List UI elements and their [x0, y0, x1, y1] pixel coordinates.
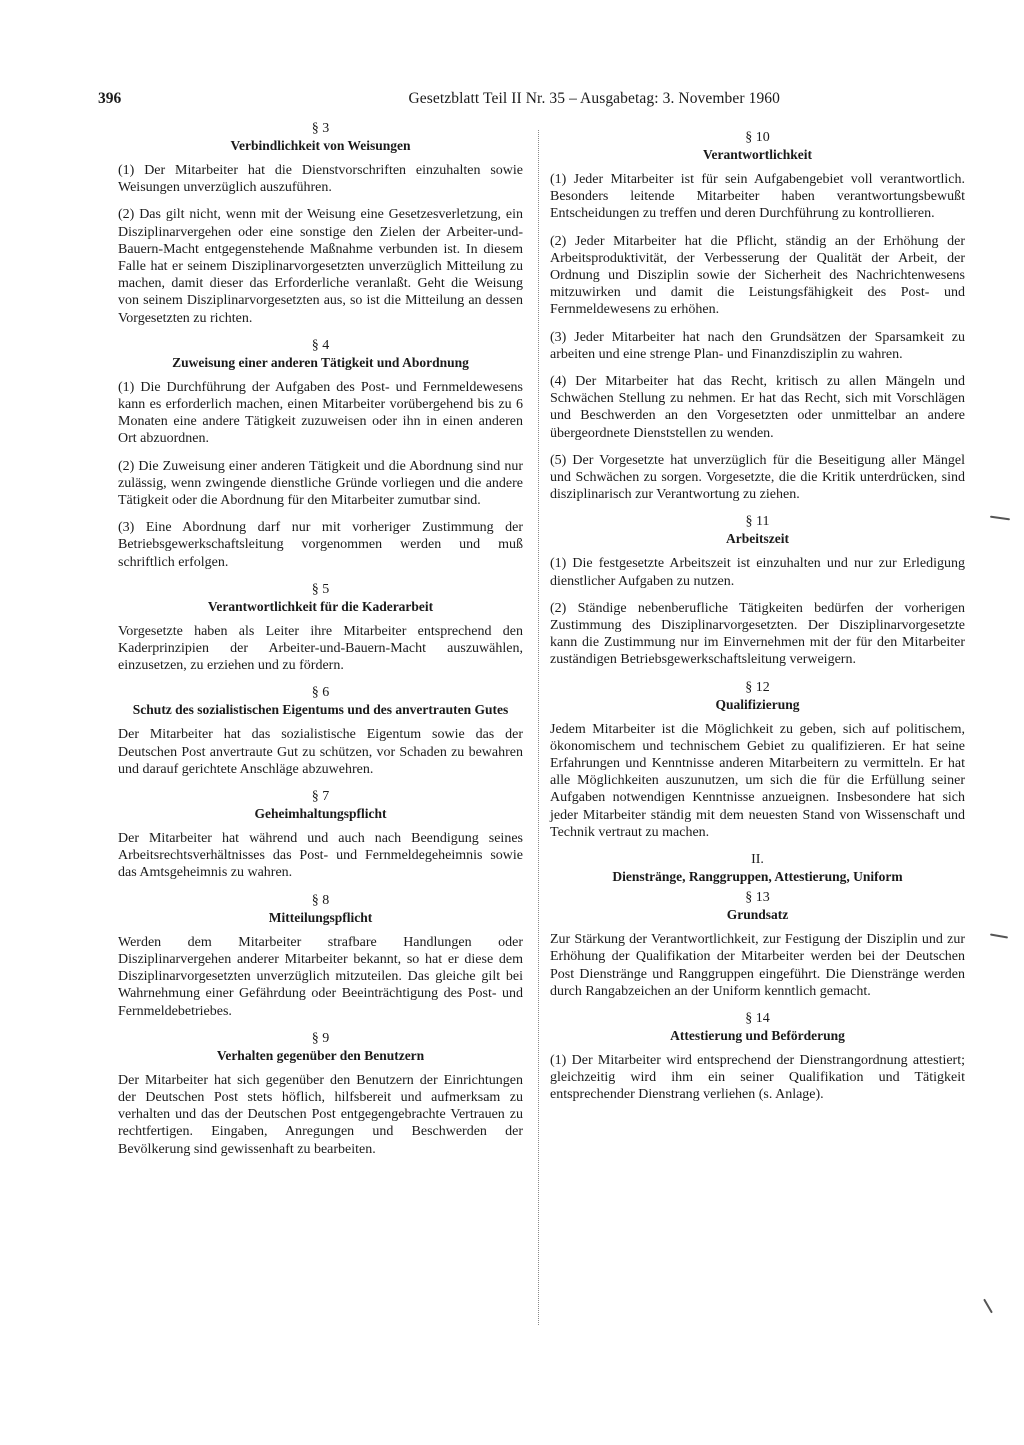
paragraph: (3) Jeder Mitarbeiter hat nach den Grundsätzen der Sparsamkeit zu arbeiten und eine strenge Plan- und Finanzdisziplin zu wahren. [550, 329, 965, 362]
section [550, 679, 965, 841]
section [118, 1030, 523, 1158]
section [118, 788, 523, 882]
section-number: § 12 [745, 679, 770, 695]
section-number: § 8 [311, 892, 330, 908]
section [118, 892, 523, 1020]
paragraph: Der Mitarbeiter hat das sozialistische Eigentum sowie das der Deutschen Post anvertraute Gut zu schützen, vor Schaden zu bewahren und darauf gerichtete Anschläge abzuwehren. [118, 727, 523, 777]
paragraph: (2) Ständige nebenberufliche Tätigkeiten bedürfen der vorherigen Zustimmung des Disziplinarvorgesetzten. Der Disziplinarvorgesetzte kann die Zustimmung nur im Einvernehmen mit der für den Mitarbeiter zuständigen Betriebsgewerkschaftsleitung verweigern. [550, 600, 965, 668]
section [550, 513, 965, 668]
section-number: § 10 [745, 130, 770, 145]
section-number: § 11 [745, 514, 770, 530]
paragraph: Werden dem Mitarbeiter strafbare Handlungen oder Disziplinarvergehen anderer Mitarbeiter bekannt, so hat er diese dem Disziplinarvorgesetzten unverzüglich mitzuteilen. Das gleiche gilt bei Wahrnehmung einer Gefährdung oder Beeinträchtigung des Post- und Fernmeldebetriebes. [118, 934, 523, 1019]
left-column [118, 120, 523, 1168]
section-title: Schutz des sozialistischen Eigentums und des anvertrauten Gutes [132, 702, 509, 718]
margin-mark [990, 933, 1008, 938]
paragraph: Zur Stärkung der Verantwortlichkeit, zur Festigung der Disziplin und zur Erhöhung der Qualifikation der Mitarbeiter werden bei der Deutschen Post Dienstränge und Ranggruppen eingeführt. Die Dienstränge werden durch Rangabzeichen an der Uniform kenntlich gemacht. [550, 932, 965, 999]
paragraph: Jedem Mitarbeiter ist die Möglichkeit zu geben, sich auf politischem, ökonomischem und technischem Gebiet zu qualifizieren. Er hat seine Erfahrungen und Kenntnisse anderen Mitarbeitern zu vermitteln. Er hat alle Möglichkeiten auszunutzen, um sich die für die Erfüllung seiner Aufgaben notwendigen Kenntnisse anzueignen. Insbesondere hat sich jeder Mitarbeiter ständig mit dem neuesten Stand von Wissenschaft und Technik vertraut zu machen. [550, 721, 965, 840]
paragraph: (1) Die festgesetzte Arbeitszeit ist einzuhalten und nur zur Erledigung dienstlicher Aufgaben zu nutzen. [550, 556, 965, 589]
section-number: § 3 [311, 121, 330, 136]
section-number: § 5 [311, 581, 330, 597]
page-header [98, 90, 780, 114]
section-title: Zuweisung einer anderen Tätigkeit und Abordnung [172, 354, 469, 370]
paragraph: (5) Der Vorgesetzte hat unverzüglich für die Beseitigung aller Mängel und Schwächen zu sorgen. Vorgesetzte, die die Kritik unterdrücken, sind disziplinarisch zur Verantwortung zu ziehen. [550, 452, 965, 503]
section-title: Verhalten gegenüber den Benutzern [216, 1047, 425, 1063]
paragraph: (2) Jeder Mitarbeiter hat die Pflicht, ständig an der Erhöhung der Arbeitsproduktivität, der Verbesserung der Qualität der Arbeit, der Ordnung und Disziplin sowie der Sicherheit des Nachrichtenwesens mitzuwirken und damit die Leistungsfähigkeit des Post- und Fernmeldewesens zu erhöhen. [550, 233, 965, 318]
paragraph: (2) Das gilt nicht, wenn mit der Weisung eine Gesetzesverletzung, ein Disziplinarvergehen oder eine sonstige den Zielen der Arbeiter-und-Bauern-Macht entgegenstehende Maßnahme verbunden ist. In diesem Falle hat er seinem Disziplinarvorgesetzten unverzüglich Mitteilung zu machen, damit dieser das Erforderliche veranlaßt. Geht die Weisung von seinem Disziplinarvorgesetzten aus, so ist die Mitteilung an dessen Vorgesetzten zu richten. [118, 207, 523, 326]
paragraph: (1) Der Mitarbeiter wird entsprechend der Dienstrangordnung attestiert; gleichzeitig wird ihm ein seiner Qualifikation und Tätigkeit entsprechender Dienstrang verliehen (s. Anlage). [550, 1052, 965, 1103]
right-column [550, 129, 965, 1114]
paragraph: (1) Jeder Mitarbeiter ist für sein Aufgabengebiet voll verantwortlich. Besonders leitende Mitarbeiter haben verantwortungsbewußt Entscheidungen zu treffen und deren Durchführung zu kontrollieren. [550, 172, 965, 222]
paragraph: Der Mitarbeiter hat sich gegenüber den Benutzern der Einrichtungen der Deutschen Post stets höflich, hilfsbereit und aufmerksam zu verhalten und das der Deutschen Post entgegengebrachte Vertrauen zu rechtfertigen. Eingaben, Anregungen und Beschwerden der Bevölkerung sind gewissenhaft zu bearbeiten. [118, 1072, 523, 1157]
margin-mark [983, 1299, 993, 1314]
paragraph: Der Mitarbeiter hat während und auch nach Beendigung seines Arbeitsrechtsverhältnisses das Post- und Fernmeldegeheimnis sowie das Amtsgeheimnis zu wahren. [118, 831, 523, 881]
section-title: Verantwortlichkeit [703, 147, 812, 162]
part-title: Dienstränge, Ranggruppen, Attestierung, Uniform [612, 869, 903, 885]
section-title: Arbeitszeit [726, 531, 789, 547]
paragraph: (4) Der Mitarbeiter hat das Recht, kritisch zu allen Mängeln und Schwächen Stellung zu nehmen. Er hat das Recht, sich mit Vorschlägen und Beschwerden an den Vorgesetzten oder unmittelbar an andere übergeordnete Dienststellen zu wenden. [550, 374, 965, 441]
running-title: Gesetzblatt Teil II Nr. 35 – Ausgabetag: 3. November 1960 [408, 90, 780, 107]
section [550, 1010, 965, 1104]
section [118, 581, 523, 675]
part-numeral: II. [751, 852, 764, 868]
column-divider [538, 130, 540, 1325]
section-title: Geheimhaltungspflicht [254, 806, 387, 822]
section-number: § 6 [311, 685, 330, 701]
section [118, 684, 523, 778]
paragraph: Vorgesetzte haben als Leiter ihre Mitarbeiter entsprechend den Kaderprinzipien der Arbeiter-und-Bauern-Macht auszuwählen, einzusetzen, zu erziehen und zu fördern. [118, 623, 523, 674]
section-number: § 14 [745, 1010, 770, 1026]
section-number: § 7 [311, 789, 330, 805]
page-number: 396 [98, 90, 122, 107]
section-title: Grundsatz [726, 907, 789, 923]
section-title: Qualifizierung [715, 696, 800, 712]
section [118, 337, 523, 571]
section-title: Mitteilungspflicht [268, 909, 373, 925]
paragraph: (3) Eine Abordnung darf nur mit vorheriger Zustimmung der Betriebsgewerkschaftsleitung vorgenommen werden und muß schriftlich erfolgen. [118, 520, 523, 570]
paragraph: (1) Die Durchführung der Aufgaben des Post- und Fernmeldewesens kann es erforderlich machen, einen Mitarbeiter vorübergehend bis zu 6 Monaten eine andere Tätigkeit zuzuweisen oder ihn in einen anderen Ort abzuordnen. [118, 379, 523, 447]
margin-mark [990, 516, 1010, 521]
section [550, 129, 965, 503]
section [550, 889, 965, 1000]
section-number: § 4 [311, 337, 330, 353]
section-number: § 13 [745, 890, 770, 906]
section-title: Verantwortlichkeit für die Kaderarbeit [207, 598, 434, 614]
paragraph: (1) Der Mitarbeiter hat die Dienstvorschriften einzuhalten sowie Weisungen unverzüglich auszuführen. [118, 163, 523, 196]
section-title: Verbindlichkeit von Weisungen [230, 138, 411, 153]
section-title: Attestierung und Beförderung [670, 1027, 845, 1043]
paragraph: (2) Die Zuweisung einer anderen Tätigkeit und die Abordnung sind nur zulässig, wenn zwingende dienstliche Gründe vorliegen und die andere Tätigkeit oder die Abordnung für den Mitarbeiter zumutbar sind. [118, 458, 523, 509]
section [118, 120, 523, 327]
section-number: § 9 [311, 1030, 330, 1046]
